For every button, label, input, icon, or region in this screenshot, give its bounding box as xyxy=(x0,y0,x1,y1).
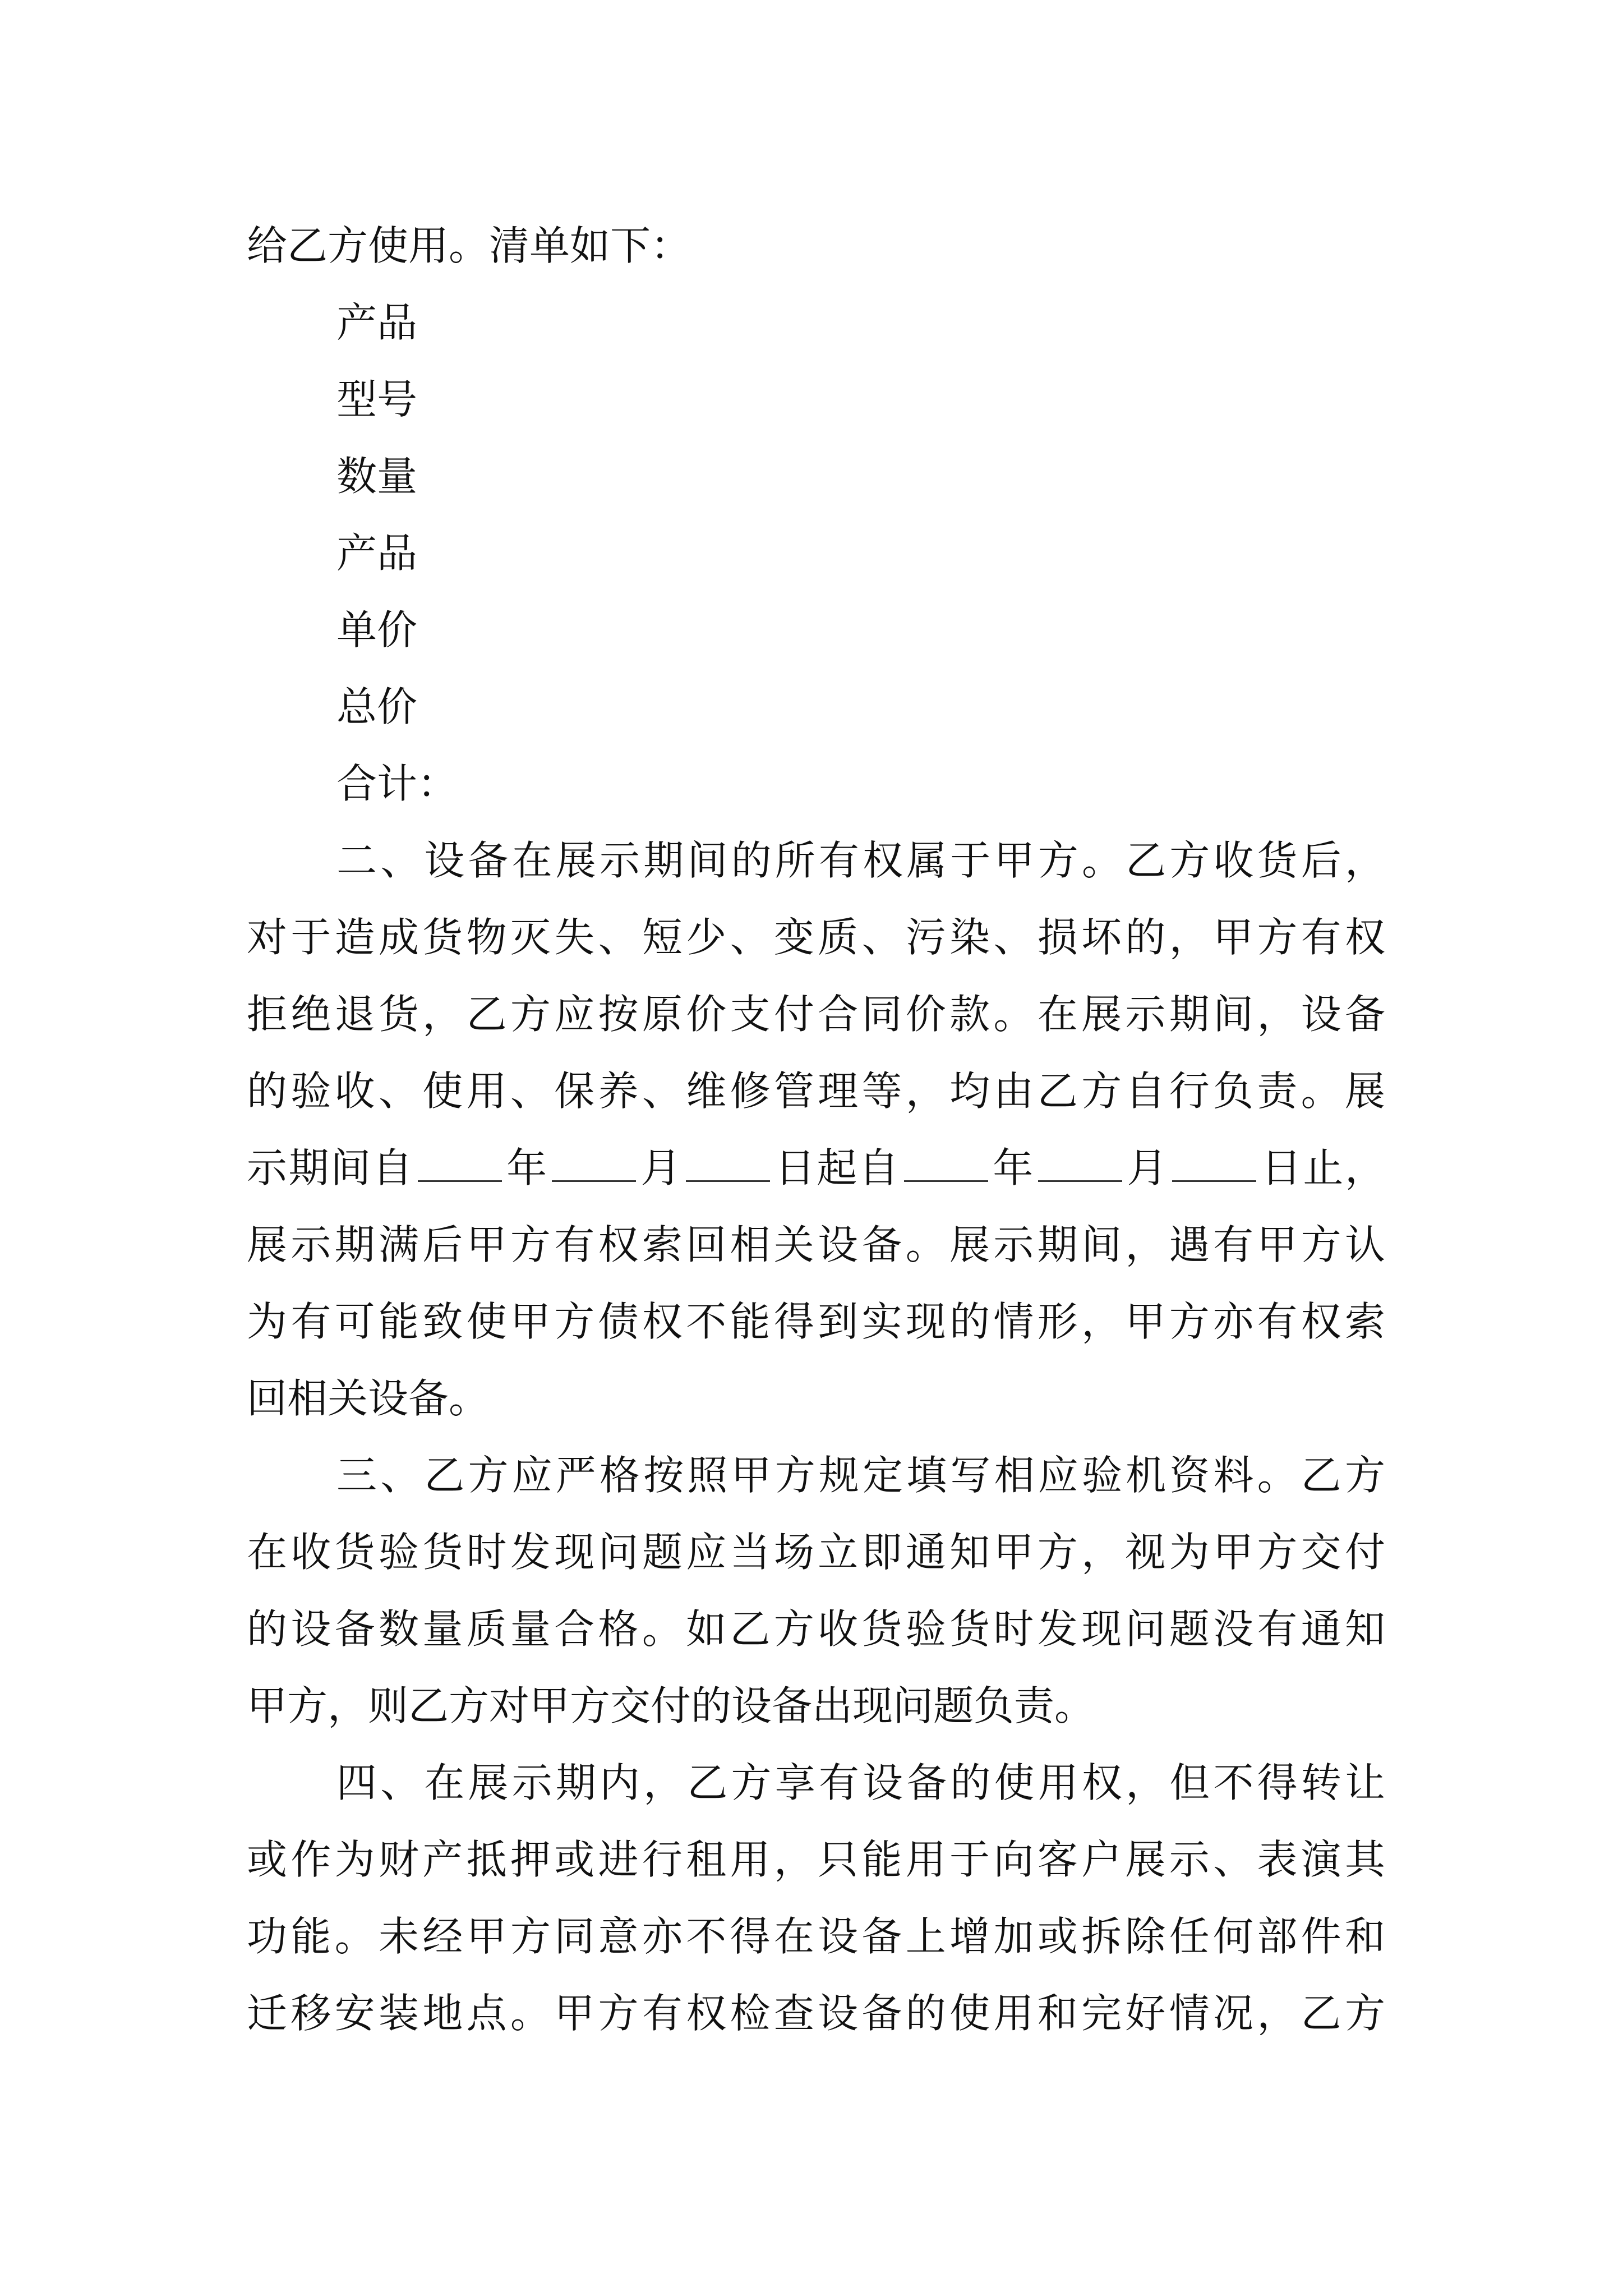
section-4-line: 迁移安装地点。甲方有权检查设备的使用和完好情况，乙方 xyxy=(247,1990,1385,2037)
list-item: 产品 xyxy=(336,530,418,577)
month-label: 月 xyxy=(1125,1144,1169,1191)
list-item: 单价 xyxy=(336,606,418,654)
section-2-line: 的验收、使用、保养、维修管理等，均由乙方自行负责。展 xyxy=(247,1068,1385,1115)
item-list xyxy=(247,284,1385,822)
intro-line: 给乙方使用。清单如下： xyxy=(247,222,691,269)
section-3-line: 在收货验货时发现问题应当场立即通知甲方，视为甲方交付 xyxy=(247,1529,1385,1576)
section-3-line: 三、乙方应严格按照甲方规定填写相应验机资料。乙方 xyxy=(336,1452,1385,1499)
day-start-label: 日起自 xyxy=(773,1144,901,1191)
start-day-blank xyxy=(686,1147,770,1182)
section-4-line: 四、在展示期内，乙方享有设备的使用权，但不得转让 xyxy=(336,1759,1385,1806)
section-4-line: 或作为财产抵押或进行租用，只能用于向客户展示、表演其 xyxy=(247,1836,1385,1883)
document-body xyxy=(247,208,1385,2052)
section-3-line: 的设备数量质量合格。如乙方收货验货时发现问题没有通知 xyxy=(247,1605,1385,1653)
year-label: 年 xyxy=(505,1144,548,1191)
section-2-paragraph xyxy=(247,822,1385,1437)
section-2-line: 拒绝退货，乙方应按原价支付合同价款。在展示期间，设备 xyxy=(247,991,1385,1038)
list-item: 产品 xyxy=(336,299,418,346)
section-3-line: 甲方，则乙方对甲方交付的设备出现问题负责。 xyxy=(247,1682,1095,1729)
list-item: 型号 xyxy=(336,376,418,423)
year-label: 年 xyxy=(991,1144,1035,1191)
list-item: 总价 xyxy=(336,683,418,730)
start-month-blank xyxy=(552,1147,636,1182)
section-2-line: 二、设备在展示期间的所有权属于甲方。乙方收货后， xyxy=(336,837,1385,884)
day-end-label: 日止， xyxy=(1260,1144,1385,1191)
section-2-line: 展示期满后甲方有权索回相关设备。展示期间，遇有甲方认 xyxy=(247,1221,1385,1268)
date-prefix: 示期间自 xyxy=(247,1144,414,1191)
end-year-blank xyxy=(904,1147,988,1182)
section-3-paragraph xyxy=(247,1437,1385,1745)
end-month-blank xyxy=(1038,1147,1122,1182)
date-range-line xyxy=(247,1130,1385,1207)
section-2-line: 对于造成货物灭失、短少、变质、污染、损坏的，甲方有权 xyxy=(247,914,1385,961)
section-2-line: 为有可能致使甲方债权不能得到实现的情形，甲方亦有权索 xyxy=(247,1298,1385,1345)
list-item: 数量 xyxy=(336,453,418,500)
end-day-blank xyxy=(1172,1147,1256,1182)
list-item: 合计： xyxy=(336,760,458,807)
section-4-line: 功能。未经甲方同意亦不得在设备上增加或拆除任何部件和 xyxy=(247,1913,1385,1960)
start-year-blank xyxy=(418,1147,502,1182)
month-label: 月 xyxy=(639,1144,683,1191)
section-2-line: 回相关设备。 xyxy=(247,1375,490,1422)
section-4-paragraph xyxy=(247,1745,1385,2052)
